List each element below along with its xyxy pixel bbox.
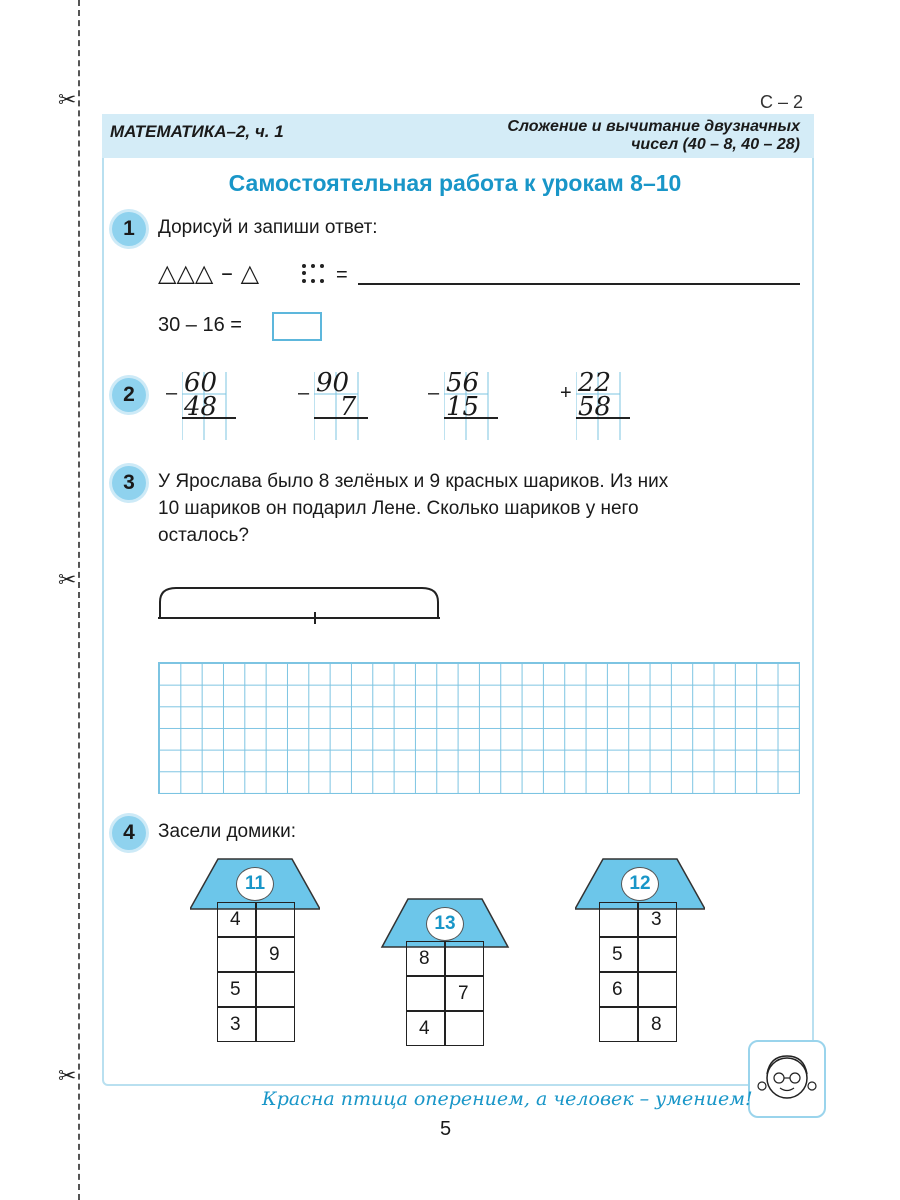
cell-value: 9 — [269, 944, 280, 965]
house-cell[interactable] — [217, 972, 256, 1007]
house-cell[interactable] — [406, 976, 445, 1011]
house-cell[interactable] — [638, 972, 677, 1007]
cell-value: 4 — [419, 1018, 430, 1039]
house-cell[interactable] — [406, 1011, 445, 1046]
top-number: 90 — [316, 368, 350, 398]
task1-text: Дорисуй и запиши ответ: — [158, 217, 378, 238]
operation-sign: – — [166, 382, 178, 404]
task3-line-1: У Ярослава было 8 зелёных и 9 красных шариков. Из них — [158, 471, 669, 492]
roof-number: 11 — [236, 867, 274, 901]
top-number: 22 — [578, 368, 612, 398]
page-title: Самостоятельная работа к урокам 8–10 — [228, 170, 682, 196]
cell-value: 5 — [230, 979, 241, 1000]
bottom-number: 48 — [184, 392, 218, 422]
house-13 — [380, 897, 510, 1053]
house-cell[interactable] — [445, 941, 484, 976]
girl-face-icon — [750, 1042, 824, 1116]
task3-line-2: 10 шариков он подарил Лене. Сколько шариков у него — [158, 498, 639, 519]
house-cell[interactable] — [406, 941, 445, 976]
house-cell[interactable] — [445, 976, 484, 1011]
girl-avatar-icon — [748, 1040, 826, 1118]
task3-line-3: осталось? — [158, 525, 249, 546]
house-cell[interactable] — [638, 937, 677, 972]
house-cell[interactable] — [599, 972, 638, 1007]
house-cell[interactable] — [217, 1007, 256, 1042]
answer-grid[interactable] — [158, 662, 800, 794]
dots-figure — [300, 262, 330, 286]
house-cell[interactable] — [256, 972, 295, 1007]
bottom-number: 7 — [339, 392, 357, 422]
house-cell[interactable] — [256, 1007, 295, 1042]
top-number: 56 — [446, 368, 480, 398]
roof-number: 12 — [621, 867, 659, 901]
bottom-number: 15 — [446, 392, 480, 422]
house-cell[interactable] — [256, 902, 295, 937]
task-badge-3: 3 — [112, 466, 146, 500]
cell-value: 5 — [612, 944, 623, 965]
house-cell[interactable] — [638, 1007, 677, 1042]
cell-value: 7 — [458, 983, 469, 1004]
cell-value: 3 — [230, 1014, 241, 1035]
task4-text: Засели домики: — [158, 821, 296, 842]
task1-figure-expression: △△△ – △ — [158, 259, 260, 287]
roof-number: 13 — [426, 907, 464, 941]
topic-line-2: чисел (40 – 8, 40 – 28) — [631, 136, 800, 153]
cell-value: 3 — [651, 909, 662, 930]
task-badge-2: 2 — [112, 378, 146, 412]
topic-line-1: Сложение и вычитание двузначных — [507, 118, 800, 135]
operation-sign: + — [560, 382, 572, 404]
subject-title: МАТЕМАТИКА–2, ч. 1 — [110, 122, 284, 141]
house-12 — [575, 857, 705, 1053]
task1-expression: 30 – 16 = — [158, 314, 242, 336]
bottom-number: 58 — [578, 392, 612, 422]
cell-value: 6 — [612, 979, 623, 1000]
task-badge-1: 1 — [112, 212, 146, 246]
cell-value: 4 — [230, 909, 241, 930]
operation-sign: – — [428, 382, 440, 404]
house-cell[interactable] — [599, 937, 638, 972]
header-bar — [102, 114, 814, 158]
house-cell[interactable] — [217, 902, 256, 937]
answer-line[interactable] — [358, 283, 800, 285]
cell-value: 8 — [651, 1014, 662, 1035]
house-cell[interactable] — [599, 902, 638, 937]
house-cell[interactable] — [217, 937, 256, 972]
task-badge-4: 4 — [112, 816, 146, 850]
topic-title — [507, 118, 800, 154]
house-cell[interactable] — [638, 902, 677, 937]
operation-sign: – — [298, 382, 310, 404]
house-cell[interactable] — [445, 1011, 484, 1046]
page-code: С – 2 — [760, 92, 804, 112]
proverb-text: Красна птица оперением, а человек – умением! — [262, 1088, 753, 1110]
page-number: 5 — [440, 1118, 452, 1140]
answer-box[interactable] — [272, 312, 322, 341]
house-cell[interactable] — [599, 1007, 638, 1042]
cell-value: 8 — [419, 948, 430, 969]
segment-diagram — [150, 580, 450, 630]
house-cell[interactable] — [256, 937, 295, 972]
scissors-icon: ✂ — [58, 568, 77, 593]
house-11 — [190, 857, 320, 1053]
scissors-icon: ✂ — [58, 88, 77, 113]
top-number: 60 — [184, 368, 218, 398]
equals-sign: = — [336, 264, 348, 286]
scissors-icon: ✂ — [58, 1064, 77, 1089]
